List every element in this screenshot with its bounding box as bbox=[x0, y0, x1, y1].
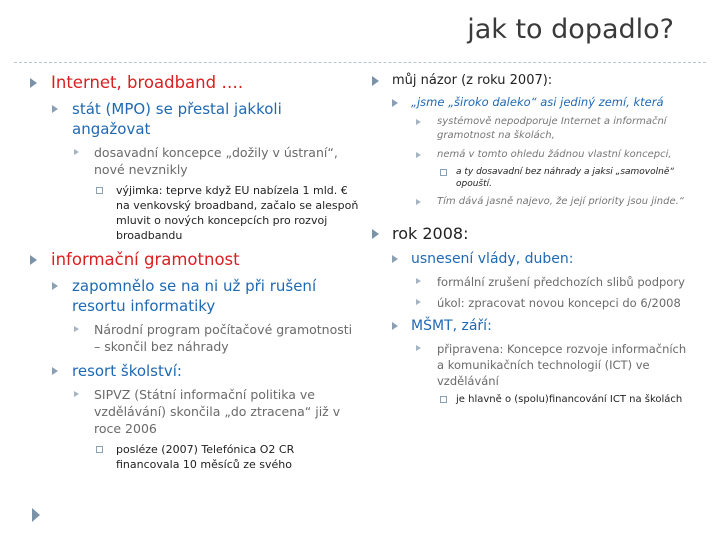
bullet-text: usnesení vlády, duben: bbox=[411, 251, 574, 267]
bullet-zapomnelo bbox=[52, 276, 360, 316]
triangle-bullet-icon bbox=[74, 391, 79, 397]
triangle-bullet-icon bbox=[30, 78, 37, 88]
bullet-pripravena bbox=[416, 341, 692, 389]
square-bullet-icon bbox=[96, 446, 103, 453]
bullet-formalni bbox=[416, 274, 692, 290]
bullet-telefonica bbox=[96, 442, 360, 472]
bullet-text: úkol: zpracovat novou koncepci do 6/2008 bbox=[437, 296, 681, 310]
bullet-text: Tím dává jasně najevo, že její priority jsou jinde.“ bbox=[437, 196, 684, 207]
bullet-text: je hlavně o (spolu)financování ICT na školách bbox=[456, 394, 683, 405]
bullet-vyjimka bbox=[96, 183, 360, 243]
bullet-text: formální zrušení předchozích slibů podpory bbox=[437, 275, 685, 289]
bullet-hlavne bbox=[440, 393, 692, 406]
bullet-msmt bbox=[392, 317, 692, 336]
triangle-bullet-icon bbox=[416, 199, 421, 205]
square-bullet-icon bbox=[96, 187, 103, 194]
slide-title: jak to dopadlo? bbox=[467, 14, 674, 45]
bullet-text: Národní program počítačové gramotnosti – skončil bez náhrady bbox=[94, 322, 353, 354]
bullet-stat-mpo bbox=[52, 99, 360, 139]
bullet-text: zapomnělo se na ni už při rušení resortu informatiky bbox=[72, 277, 317, 315]
bullet-koncepce-dozily bbox=[74, 144, 360, 178]
bullet-nema bbox=[416, 148, 692, 162]
bullet-internet bbox=[30, 72, 360, 93]
bullet-text: Internet, broadband …. bbox=[51, 73, 244, 92]
bullet-usneseni bbox=[392, 250, 692, 269]
triangle-bullet-icon bbox=[372, 76, 379, 86]
triangle-bullet-icon bbox=[416, 345, 421, 351]
title-divider bbox=[14, 62, 706, 63]
triangle-bullet-icon bbox=[372, 229, 379, 239]
bullet-quote bbox=[392, 94, 692, 110]
bullet-text: rok 2008: bbox=[392, 224, 469, 243]
bullet-gramotnost bbox=[30, 249, 360, 270]
bullet-sipvz bbox=[74, 386, 360, 437]
bullet-text: výjimka: teprve když EU nabízela 1 mld. € na venkovský broadband, začalo se alespoň mluvit o nových koncepcích pro rozvoj broadbandu bbox=[116, 184, 359, 242]
bullet-text: MŠMT, září: bbox=[411, 318, 492, 334]
bullet-text: systémově nepodporuje Internet a informační gramotnost na školách, bbox=[437, 116, 667, 141]
bullet-tim-dava bbox=[416, 195, 692, 209]
bullet-rok-2008 bbox=[372, 223, 692, 244]
triangle-bullet-icon bbox=[392, 322, 398, 330]
triangle-bullet-icon bbox=[52, 105, 58, 113]
triangle-bullet-icon bbox=[392, 255, 398, 263]
triangle-bullet-icon bbox=[416, 152, 421, 158]
bullet-text: informační gramotnost bbox=[51, 250, 240, 269]
bullet-text: nemá v tomto ohledu žádnou vlastní koncepci, bbox=[437, 149, 672, 160]
triangle-bullet-icon bbox=[416, 299, 421, 305]
triangle-bullet-icon bbox=[416, 119, 421, 125]
right-column bbox=[372, 68, 692, 406]
bullet-text: a ty dosavadní bez náhrady a jaksi „samovolně“ opouští. bbox=[456, 167, 675, 189]
empty-bullet-icon bbox=[32, 508, 40, 522]
bullet-text: SIPVZ (Státní informační politika ve vzdělávání) skončila „do ztracena“ již v roce 2006 bbox=[94, 387, 341, 436]
bullet-ukol bbox=[416, 295, 692, 311]
bullet-systemove bbox=[416, 115, 692, 143]
bullet-text: dosavadní koncepce „dožily v ústraní“, nové nevznikly bbox=[94, 145, 338, 177]
bullet-text: připravena: Koncepce rozvoje informačních a komunikačních technologií (ICT) ve vzdělávání bbox=[437, 342, 687, 388]
bullet-a-ty bbox=[440, 166, 692, 190]
bullet-text: stát (MPO) se přestal jakkoli angažovat bbox=[72, 100, 282, 138]
bullet-text: „jsme „široko daleko“ asi jediný zemí, která bbox=[411, 95, 664, 109]
triangle-bullet-icon bbox=[392, 99, 398, 107]
bullet-narodni-program bbox=[74, 321, 360, 355]
bullet-text: můj názor (z roku 2007): bbox=[392, 73, 553, 88]
bullet-text: posléze (2007) Telefónica O2 CR financovala 10 měsíců ze svého bbox=[116, 443, 295, 471]
triangle-bullet-icon bbox=[30, 255, 37, 265]
triangle-bullet-icon bbox=[52, 367, 58, 375]
triangle-bullet-icon bbox=[74, 149, 79, 155]
square-bullet-icon bbox=[440, 169, 447, 176]
square-bullet-icon bbox=[440, 396, 447, 403]
bullet-resort-skolstvi bbox=[52, 361, 360, 381]
left-column bbox=[30, 68, 360, 472]
triangle-bullet-icon bbox=[74, 326, 79, 332]
bullet-muj-nazor bbox=[372, 72, 692, 89]
triangle-bullet-icon bbox=[52, 282, 58, 290]
bullet-text: resort školství: bbox=[72, 362, 182, 380]
triangle-bullet-icon bbox=[416, 278, 421, 284]
